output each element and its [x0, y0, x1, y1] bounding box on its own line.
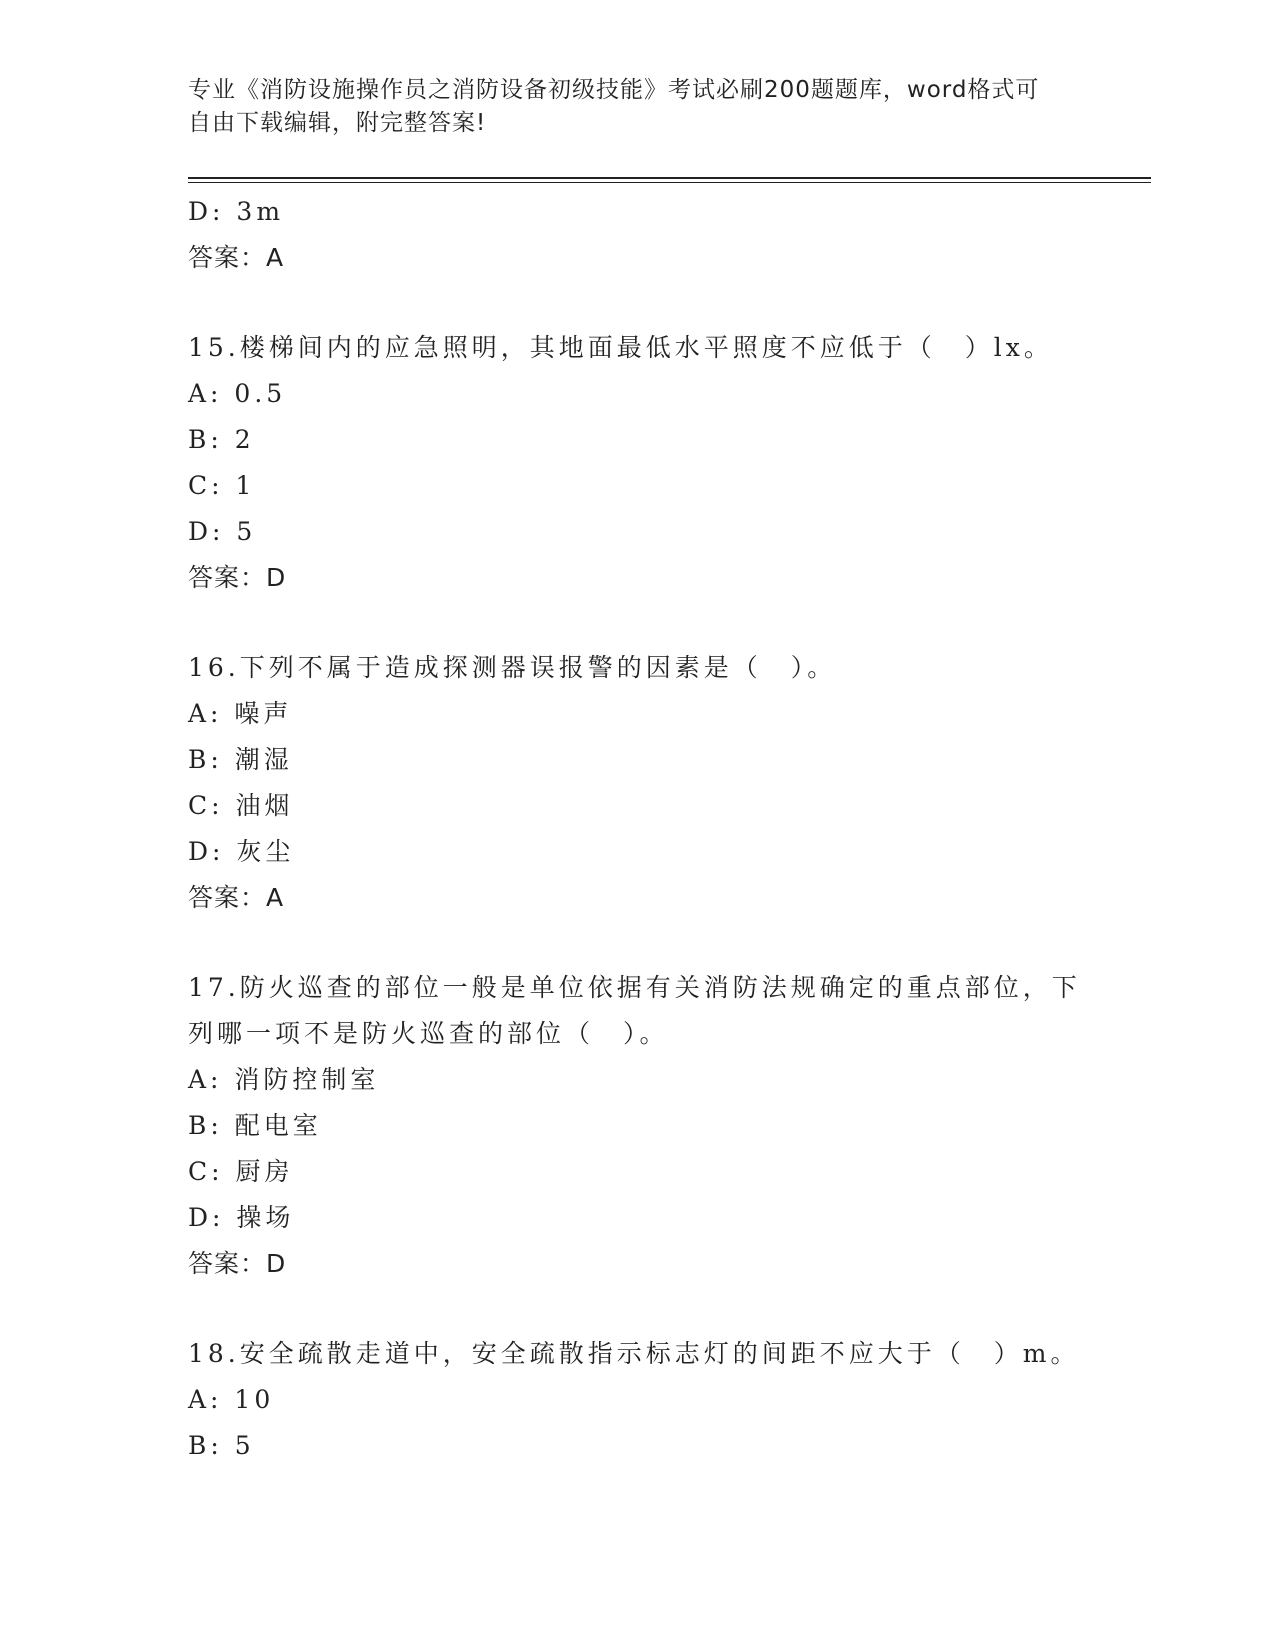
question-stem: 18.安全疏散走道中，安全疏散指示标志灯的间距不应大于（ ）m。 [188, 1339, 1080, 1368]
answer-line: 答案：A [188, 883, 285, 912]
question-stem: 15.楼梯间内的应急照明，其地面最低水平照度不应低于（ ）lx。 [188, 333, 1053, 362]
answer-line: 答案：D [188, 1249, 287, 1278]
option-item: A: 噪声 [188, 699, 293, 728]
question-fragment [188, 189, 1128, 281]
question-list [188, 189, 1128, 1469]
question-15 [188, 325, 1128, 601]
question-17 [188, 965, 1128, 1287]
option-item: A: 消防控制室 [188, 1065, 380, 1094]
option-item: C: 厨房 [188, 1157, 294, 1186]
question-stem: 17.防火巡查的部位一般是单位依据有关消防法规确定的重点部位，下 [188, 973, 1081, 1002]
question-18 [188, 1331, 1128, 1469]
option-item: C: 油烟 [188, 791, 294, 820]
question-stem: 16.下列不属于造成探测器误报警的因素是（ ）。 [188, 653, 837, 682]
header-rule-thick [188, 177, 1151, 179]
page-header [188, 74, 1068, 140]
option-item: B: 5 [188, 1431, 255, 1460]
option-item: D: 5 [188, 517, 257, 546]
header-line-2: 自由下载编辑，附完整答案! [188, 110, 487, 136]
question-stem-continued: 列哪一项不是防火巡查的部位（ ）。 [188, 1019, 669, 1048]
option-item: A: 0.5 [188, 379, 287, 408]
answer-line: 答案：D [188, 563, 287, 592]
question-16 [188, 645, 1128, 921]
option-item: D: 3m [188, 197, 285, 226]
option-item: B: 潮湿 [188, 745, 293, 774]
header-rule-thin [188, 182, 1151, 183]
option-item: B: 配电室 [188, 1111, 322, 1140]
option-item: C: 1 [188, 471, 256, 500]
option-item: D: 操场 [188, 1203, 295, 1232]
option-item: B: 2 [188, 425, 255, 454]
option-item: D: 灰尘 [188, 837, 295, 866]
header-line-1: 专业《消防设施操作员之消防设备初级技能》考试必刷200题题库，word格式可 [188, 77, 1040, 103]
option-item: A: 10 [188, 1385, 275, 1414]
answer-line: 答案：A [188, 243, 285, 272]
